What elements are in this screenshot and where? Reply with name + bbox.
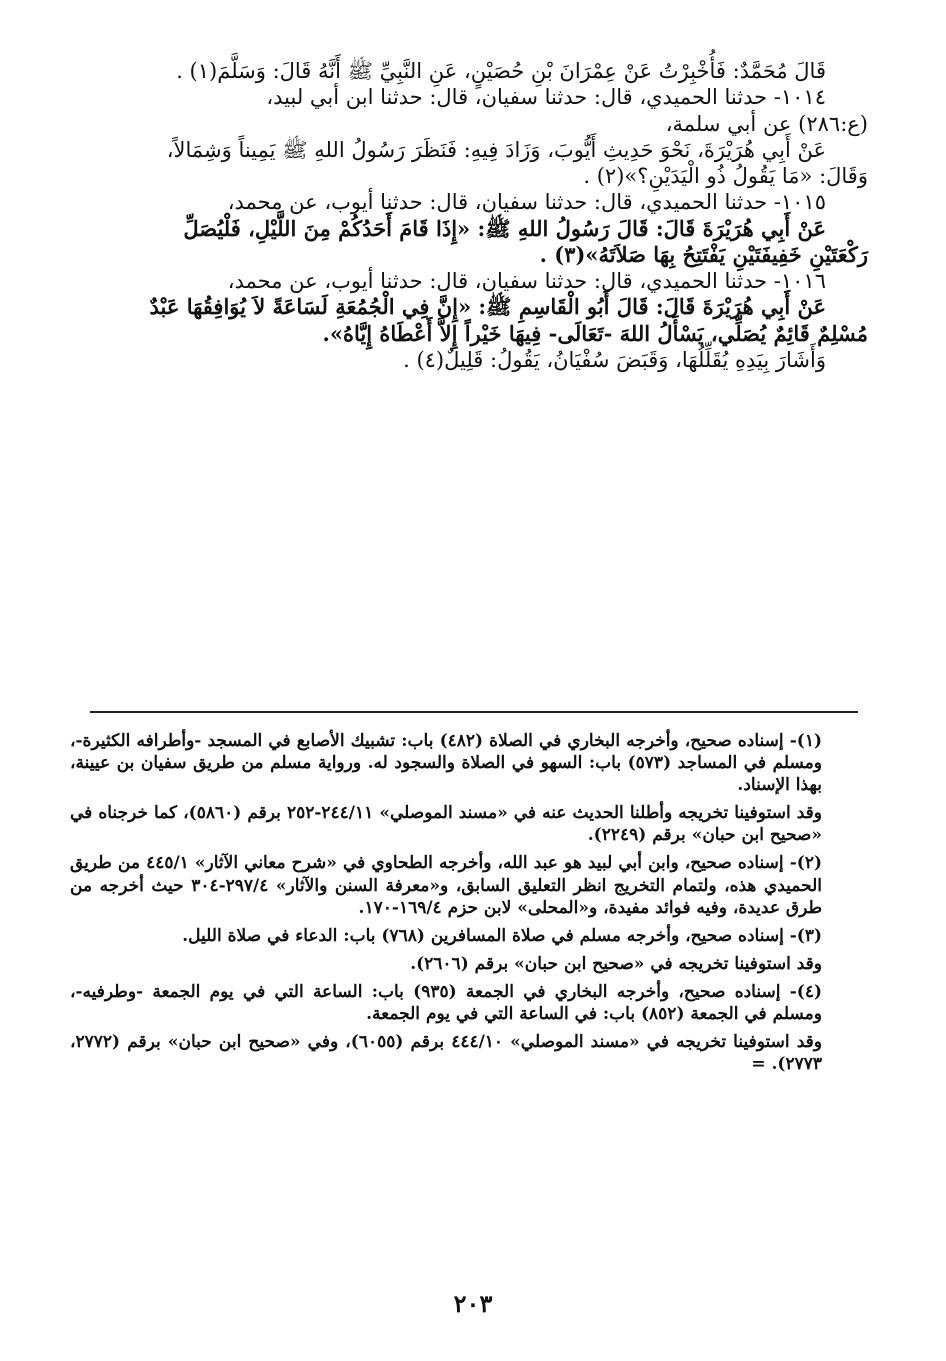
main-text bbox=[78, 58, 868, 373]
hadith-1014-chain: ١٠١٤- حدثنا الحميدي، قال: حدثنا سفيان، قال: حدثنا ابن أبي لبيد، bbox=[266, 85, 826, 110]
footnotes bbox=[70, 730, 860, 1081]
hadith-1015-text: عَنْ أَبِي هُرَيْرَةَ قَالَ: قَالَ رَسُولُ اللهِ ﷺ: «إِذَا قَامَ أَحَدُكُمْ مِنَ اللَّيْلِ، فَلْيُصَلِّ bbox=[183, 215, 826, 241]
text-line: وَأَشَارَ بِيَدِهِ يُقَلِّلُهَا، وَقَبَضَ سُفْيَانُ، يَقُولُ: قَلِيلٌ(٤) . bbox=[403, 347, 826, 372]
footnote-3-continued: وقد استوفينا تخريجه في «صحيح ابن حبان» برقم (٢٦٠٦). bbox=[410, 953, 822, 974]
hadith-1016-text: عَنْ أَبِي هُرَيْرَةَ قَالَ: قَالَ أَبُو الْقَاسِمِ ﷺ: «إِنَّ فِي الْجُمُعَةِ لَسَاعَةً لاَ يُوَافِقُهَا عَبْدٌ bbox=[149, 294, 826, 320]
hadith-1014-text: عَنْ أَبِي هُرَيْرَةَ، نَحْوَ حَدِيثِ أَيُّوبَ، وَزَادَ فِيهِ: فَنَظَرَ رَسُولُ اللهِ ﷺ يَمِيناً وَشِمَالاً، bbox=[166, 137, 826, 162]
text-line: مُسْلِمٌ قَائِمٌ يُصَلِّي، يَسْأَلُ اللهَ -تَعَالَى- فِيهَا خَيْراً إِلاَّ أَعْطَاهُ إِيَّاهُ». bbox=[322, 320, 868, 346]
footnote-4-continued: وقد استوفينا تخريجه في «مسند الموصلي» ٤٤٤/١٠ برقم (٦٠٥٥)، وفي «صحيح ابن حبان» برقم (٢٧٧٢، ٢٧٧٣). = bbox=[70, 1032, 822, 1075]
footnote-1-continued: وقد استوفينا تخريجه وأطلنا الحديث عنه في «مسند الموصلي» ٢٤٤/١١-٢٥٢ برقم (٥٨٦٠)، كما خرجناه في «صحيح ابن حبان» برقم (٢٢٤٩). bbox=[70, 803, 822, 846]
text-line: وَقَالَ: «مَا يَقُولُ ذُو الْيَدَيْنِ؟»(٢) . bbox=[583, 164, 868, 188]
text-line: قَالَ مُحَمَّدٌ: فَأُخْبِرْتُ عَنْ عِمْرَانَ بْنِ حُصَيْنٍ، عَنِ النَّبِيِّ ﷺ أَنَّهُ قَالَ: وَسَلَّمَ(١) . bbox=[176, 59, 826, 83]
text-line: رَكْعَتَيْنِ خَفِيفَتَيْنِ يَفْتَتِحُ بِهَا صَلاَتَهُ»(٣) . bbox=[539, 241, 868, 267]
text-line: (ع:٢٨٦) عن أبي سلمة، bbox=[665, 111, 868, 136]
footnote-1: (١)- إسناده صحيح، وأخرجه البخاري في الصلاة (٤٨٢) باب: تشبيك الأصابع في المسجد -وأطرافه الكثيرة-، ومسلم في المساجد (٥٧٣) باب: السهو في الصلاة والسجود له. ورواية مسلم من طريق سفيان بن عيينة، بهذا الإسناد. bbox=[70, 731, 823, 796]
hadith-1016-chain: ١٠١٦- حدثنا الحميدي، قال: حدثنا سفيان، قال: حدثنا أيوب، عن محمد، bbox=[227, 269, 826, 293]
page-number: ٢٠٣ bbox=[453, 1289, 493, 1318]
footnote-4: (٤)- إسناده صحيح، وأخرجه البخاري في الجمعة (٩٣٥) باب: الساعة التي في يوم الجمعة -وطرفيه-، ومسلم في الجمعة (٨٥٢) باب: في الساعة التي في يوم الجمعة. bbox=[70, 981, 822, 1025]
footnote-divider bbox=[90, 711, 858, 713]
hadith-1015-chain: ١٠١٥- حدثنا الحميدي، قال: حدثنا سفيان، قال: حدثنا أيوب، عن محمد، bbox=[227, 190, 826, 215]
footnote-2: (٢)- إسناده صحيح، وابن أبي لبيد هو عبد الله، وأخرجه الطحاوي في «شرح معاني الآثار» ٤٤٥/١ من طريق الحميدي هذه، ولتمام التخريج انظر التعليق السابق، و«معرفة السنن والآثار» ٢٩٧/٤-٣٠٤ حيث أخرجه من طرق عديدة، وفيه فوائد مفيدة، و«المحلى» لابن حزم ١٦٩/٤-١٧٠. bbox=[70, 853, 823, 918]
footnote-3: (٣)- إسناده صحيح، وأخرجه مسلم في صلاة المسافرين (٧٦٨) باب: الدعاء في صلاة الليل. bbox=[182, 925, 822, 946]
